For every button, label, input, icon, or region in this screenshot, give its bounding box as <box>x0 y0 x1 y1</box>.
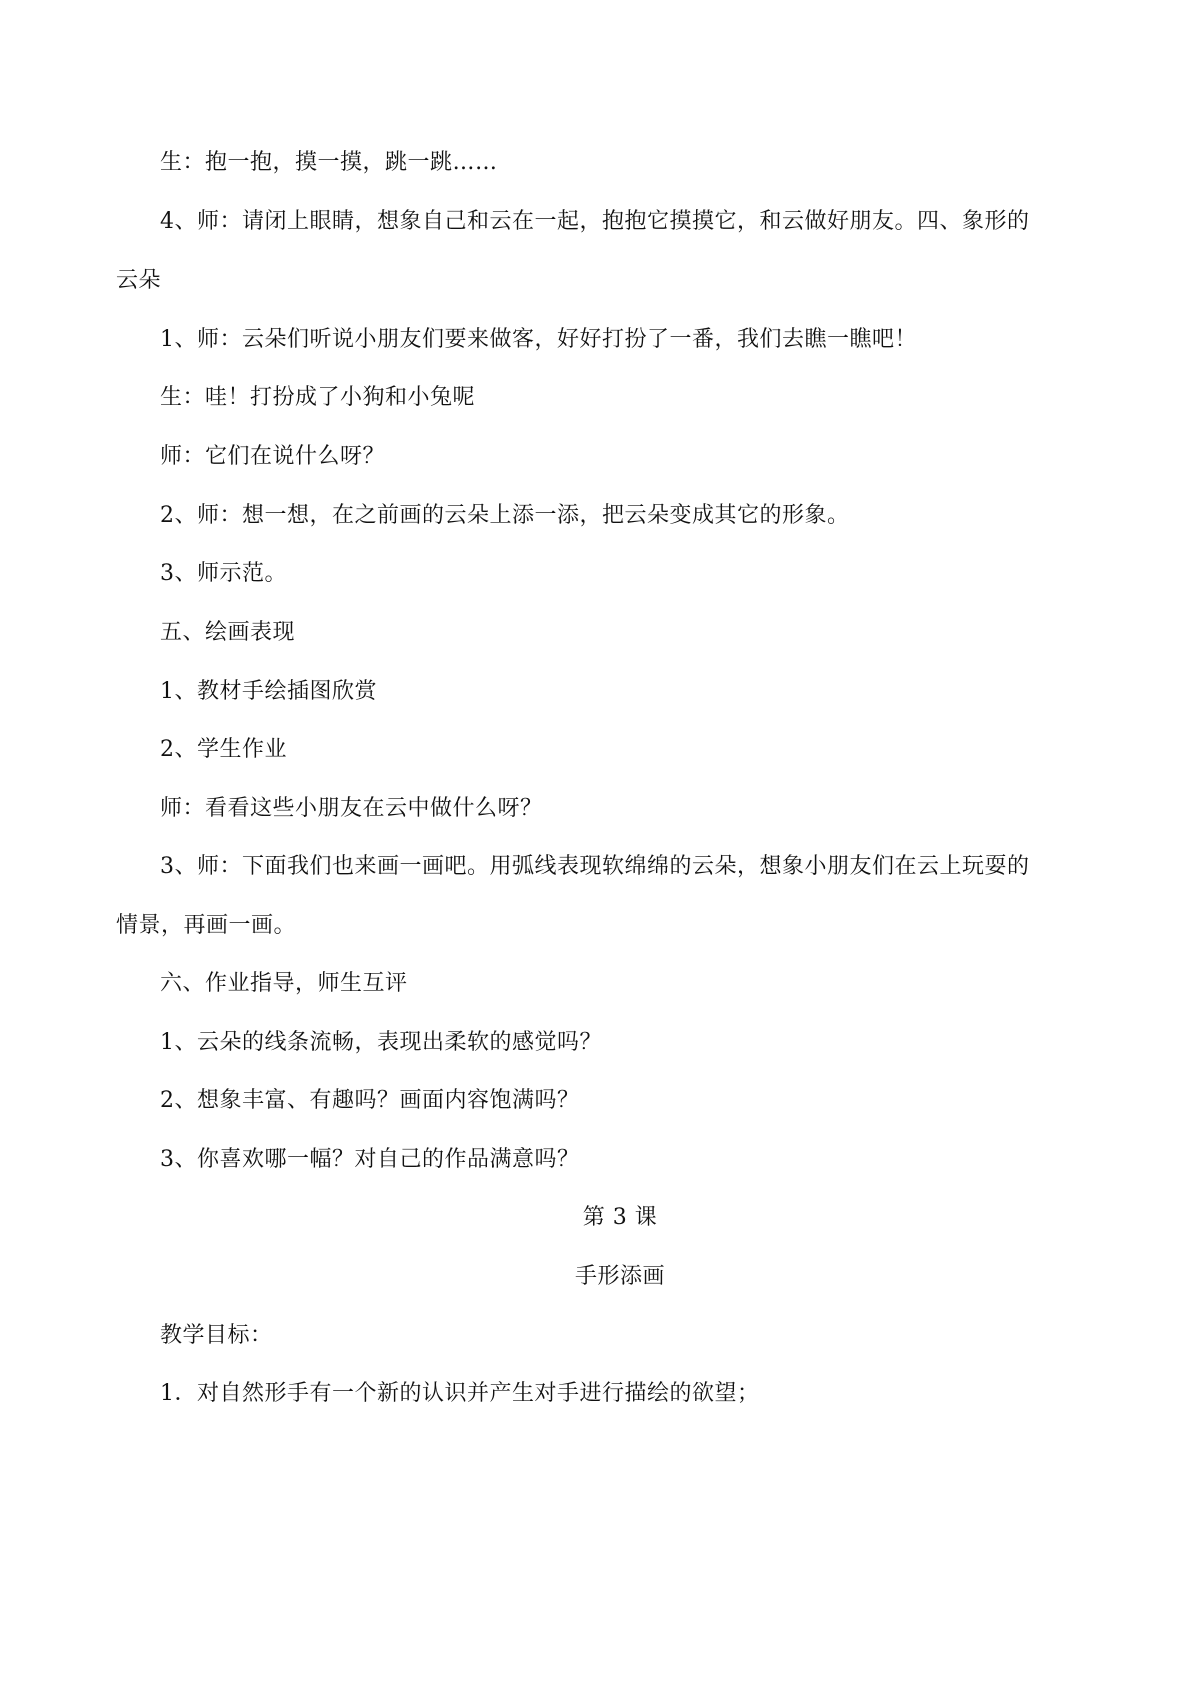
paragraph-line: 3、你喜欢哪一幅？对自己的作品满意吗？ <box>160 1147 580 1172</box>
section-heading: 教学目标： <box>160 1323 273 1348</box>
paragraph-line: 1、教材手绘插图欣赏 <box>160 679 377 704</box>
paragraph-line: 生：哇！打扮成了小狗和小兔呢 <box>160 385 476 410</box>
paragraph-line: 情景，再画一画。 <box>116 913 297 938</box>
paragraph-line: 2、想象丰富、有趣吗？画面内容饱满吗？ <box>160 1088 580 1113</box>
paragraph-line: 2、学生作业 <box>160 737 287 762</box>
lesson-number-title: 第 3 课 <box>582 1205 658 1230</box>
paragraph-line: 生：抱一抱，摸一摸，跳一跳…… <box>160 150 498 175</box>
paragraph-line: 1．对自然形手有一个新的认识并产生对手进行描绘的欲望； <box>160 1381 760 1406</box>
lesson-title: 手形添画 <box>574 1264 665 1289</box>
paragraph-line: 1、云朵的线条流畅，表现出柔软的感觉吗？ <box>160 1030 602 1055</box>
section-heading: 五、绘画表现 <box>160 620 296 645</box>
paragraph-line: 2、师：想一想，在之前画的云朵上添一添，把云朵变成其它的形象。 <box>160 503 850 528</box>
paragraph-line: 4、师：请闭上眼睛，想象自己和云在一起，抱抱它摸摸它，和云做好朋友。四、象形的 <box>160 209 1030 234</box>
paragraph-line: 师：它们在说什么呀？ <box>160 444 386 469</box>
paragraph-line: 3、师：下面我们也来画一画吧。用弧线表现软绵绵的云朵，想象小朋友们在云上玩耍的 <box>160 854 1030 879</box>
paragraph-line: 云朵 <box>116 268 162 293</box>
paragraph-line: 3、师示范。 <box>160 561 287 586</box>
paragraph-line: 师：看看这些小朋友在云中做什么呀？ <box>160 796 543 821</box>
section-heading: 六、作业指导，师生互评 <box>160 971 408 996</box>
paragraph-line: 1、师：云朵们听说小朋友们要来做客，好好打扮了一番，我们去瞧一瞧吧！ <box>160 327 917 352</box>
